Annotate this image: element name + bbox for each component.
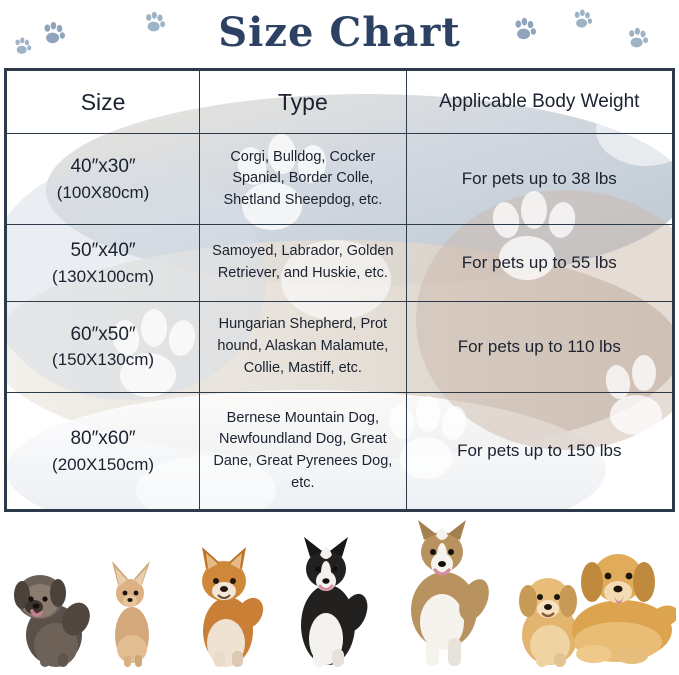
paw-print-icon	[571, 8, 593, 30]
table-row	[7, 301, 673, 392]
page-header	[0, 0, 679, 68]
cell-size	[7, 225, 200, 301]
size-chart-table	[6, 70, 673, 510]
paw-print-icon	[142, 10, 166, 34]
size-metric: (200X150cm)	[52, 454, 155, 474]
cell-size	[7, 393, 200, 510]
size-chart-table-container	[4, 68, 675, 512]
border-collie-large-dog-photo	[388, 514, 498, 669]
golden-retriever-adult-photo	[570, 524, 676, 669]
table-row	[7, 134, 673, 225]
dog-breed-photo-strip	[4, 512, 675, 671]
size-metric: (150X130cm)	[52, 350, 155, 370]
pekingese-dog-photo	[10, 549, 92, 669]
cell-type: Bernese Mountain Dog, Newfoundland Dog, Great Dane, Great Pyrenees Dog, etc.	[200, 393, 406, 510]
size-metric: (130X100cm)	[52, 266, 155, 286]
size-imperial: 60″x50″	[70, 323, 136, 345]
column-header-weight: Applicable Body Weight	[406, 71, 672, 134]
chihuahua-dog-photo	[100, 549, 162, 669]
column-header-type: Type	[200, 71, 406, 134]
cell-type: Samoyed, Labrador, Golden Retriever, and Huskie, etc.	[200, 225, 406, 301]
cell-weight: For pets up to 38 lbs	[406, 134, 672, 225]
table-row	[7, 393, 673, 510]
cell-weight: For pets up to 150 lbs	[406, 393, 672, 510]
paw-print-icon	[12, 36, 32, 56]
cell-type: Corgi, Bulldog, Cocker Spaniel, Border Colle, Shetland Sheepdog, etc.	[200, 134, 406, 225]
column-header-size: Size	[7, 71, 200, 134]
paw-print-icon	[40, 20, 66, 46]
table-header-row	[7, 71, 673, 134]
shiba-inu-dog-photo	[180, 539, 272, 669]
cell-weight: For pets up to 55 lbs	[406, 225, 672, 301]
size-imperial: 40″x30″	[70, 156, 136, 178]
size-metric: (100X80cm)	[56, 182, 150, 202]
table-row	[7, 225, 673, 301]
page-title: Size Chart	[218, 8, 461, 56]
paw-decoration-right	[487, 0, 667, 68]
cell-weight: For pets up to 110 lbs	[406, 301, 672, 392]
size-imperial: 80″x60″	[70, 427, 136, 449]
cell-size	[7, 301, 200, 392]
cell-type: Hungarian Shepherd, Prot hound, Alaskan Malamute, Collie, Mastiff, etc.	[200, 301, 406, 392]
paw-print-icon	[625, 26, 649, 50]
paw-print-icon	[511, 16, 537, 42]
cell-size	[7, 134, 200, 225]
paw-decoration-left	[12, 0, 192, 68]
size-imperial: 50″x40″	[70, 239, 136, 261]
border-collie-dog-photo	[280, 529, 376, 669]
